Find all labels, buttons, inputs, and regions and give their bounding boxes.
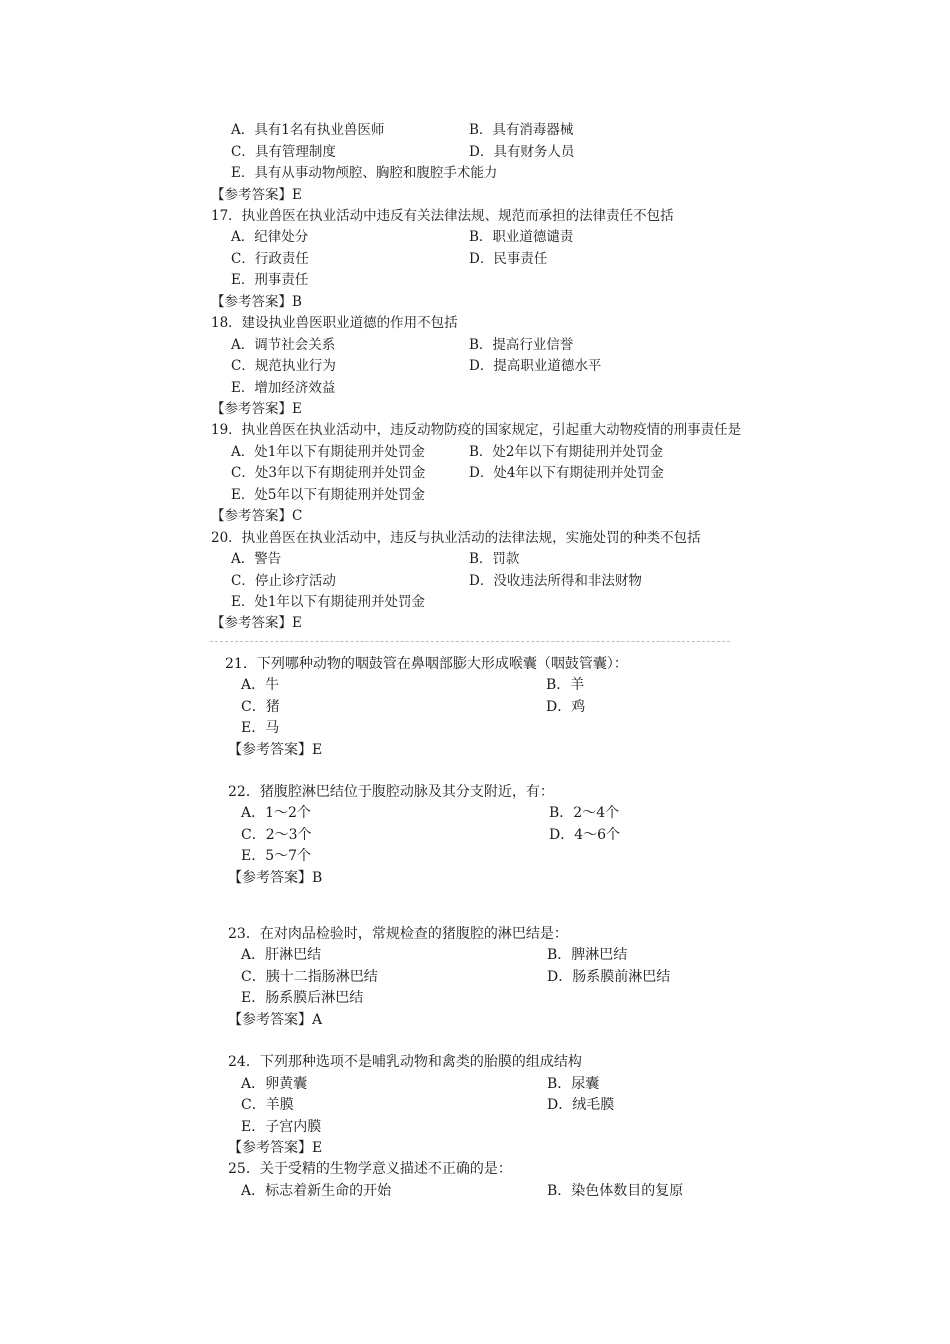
q21-option-b: B．羊 [546,677,585,693]
q19-option-d: D．处4年以下有期徒刑并处罚金 [469,465,664,481]
q25-option-b: B．染色体数目的复原 [547,1183,684,1199]
q21-option-d: D．鸡 [546,699,586,715]
q23-answer: 【参考答案】A [228,1012,323,1028]
q18-answer: 【参考答案】E [211,401,302,417]
q24-question: 24．下列那种选项不是哺乳动物和禽类的胎膜的组成结构 [228,1054,582,1070]
q21-option-c: C．猪 [241,699,280,715]
q20-question: 20．执业兽医在执业活动中，违反与执业活动的法律法规，实施处罚的种类不包括 [211,530,701,546]
q24-option-c: C．羊膜 [241,1097,294,1113]
q25-option-a: A．标志着新生命的开始 [241,1183,392,1199]
q18-option-a: A．调节社会关系 [231,337,336,353]
q22-option-a: A．1～2个 [241,805,311,821]
q19-question: 19．执业兽医在执业活动中，违反动物防疫的国家规定，引起重大动物疫情的刑事责任是 [211,422,742,438]
q23-option-e: E．肠系膜后淋巴结 [241,990,364,1006]
q16-option-d: D．具有财务人员 [469,144,575,160]
q22-question: 22．猪腹腔淋巴结位于腹腔动脉及其分支附近，有： [228,784,554,800]
q16-option-a: A．具有1名有执业兽医师 [231,122,385,138]
q20-option-c: C．停止诊疗活动 [231,573,336,589]
q16-option-c: C．具有管理制度 [231,144,336,160]
q18-question: 18．建设执业兽医职业道德的作用不包括 [211,315,458,331]
q21-option-e: E．马 [241,720,280,736]
q17-answer: 【参考答案】B [211,294,302,310]
q19-option-b: B．处2年以下有期徒刑并处罚金 [469,444,664,460]
q22-option-e: E．5～7个 [241,848,312,864]
q16-option-b: B．具有消毒器械 [469,122,574,138]
q23-option-c: C．胰十二指肠淋巴结 [241,969,378,985]
q19-option-c: C．处3年以下有期徒刑并处罚金 [231,465,426,481]
q23-question: 23．在对肉品检验时，常规检查的猪腹腔的淋巴结是： [228,926,568,942]
q18-option-c: C．规范执业行为 [231,358,336,374]
q24-option-e: E．子宫内膜 [241,1119,322,1135]
q23-option-a: A．肝淋巴结 [241,947,322,963]
q19-answer: 【参考答案】C [211,508,303,524]
q24-option-b: B．尿囊 [547,1076,600,1092]
q21-question: 21．下列哪种动物的咽鼓管在鼻咽部膨大形成喉囊（咽鼓管囊）： [225,656,628,672]
q17-question: 17．执业兽医在执业活动中违反有关法律法规、规范而承担的法律责任不包括 [211,208,674,224]
q24-option-d: D．绒毛膜 [547,1097,615,1113]
scan-seam-divider [210,641,730,646]
q20-option-e: E．处1年以下有期徒刑并处罚金 [231,594,425,610]
q17-option-e: E．刑事责任 [231,272,309,288]
q20-answer: 【参考答案】E [211,615,302,631]
q17-option-b: B．职业道德谴责 [469,229,574,245]
q22-option-d: D．4～6个 [549,827,621,843]
q17-option-a: A．纪律处分 [231,229,309,245]
q18-option-d: D．提高职业道德水平 [469,358,602,374]
q22-option-b: B．2～4个 [549,805,620,821]
q24-answer: 【参考答案】E [228,1140,323,1156]
q23-option-d: D．肠系膜前淋巴结 [547,969,671,985]
q21-option-a: A．牛 [241,677,280,693]
q20-option-b: B．罚款 [469,551,520,567]
q22-option-c: C．2～3个 [241,827,312,843]
q18-option-b: B．提高行业信誉 [469,337,574,353]
q17-option-c: C．行政责任 [231,251,309,267]
q21-answer: 【参考答案】E [228,742,323,758]
q24-option-a: A．卵黄囊 [241,1076,308,1092]
q20-option-a: A．警告 [231,551,282,567]
q25-question: 25．关于受精的生物学意义描述不正确的是： [228,1161,512,1177]
q17-option-d: D．民事责任 [469,251,548,267]
q16-answer: 【参考答案】E [211,187,302,203]
q19-option-a: A．处1年以下有期徒刑并处罚金 [231,444,425,460]
q19-option-e: E．处5年以下有期徒刑并处罚金 [231,487,425,503]
q20-option-d: D．没收违法所得和非法财物 [469,573,642,589]
q22-answer: 【参考答案】B [228,870,323,886]
q23-option-b: B．脾淋巴结 [547,947,628,963]
q18-option-e: E．增加经济效益 [231,380,336,396]
q16-option-e: E．具有从事动物颅腔、胸腔和腹腔手术能力 [231,165,498,181]
